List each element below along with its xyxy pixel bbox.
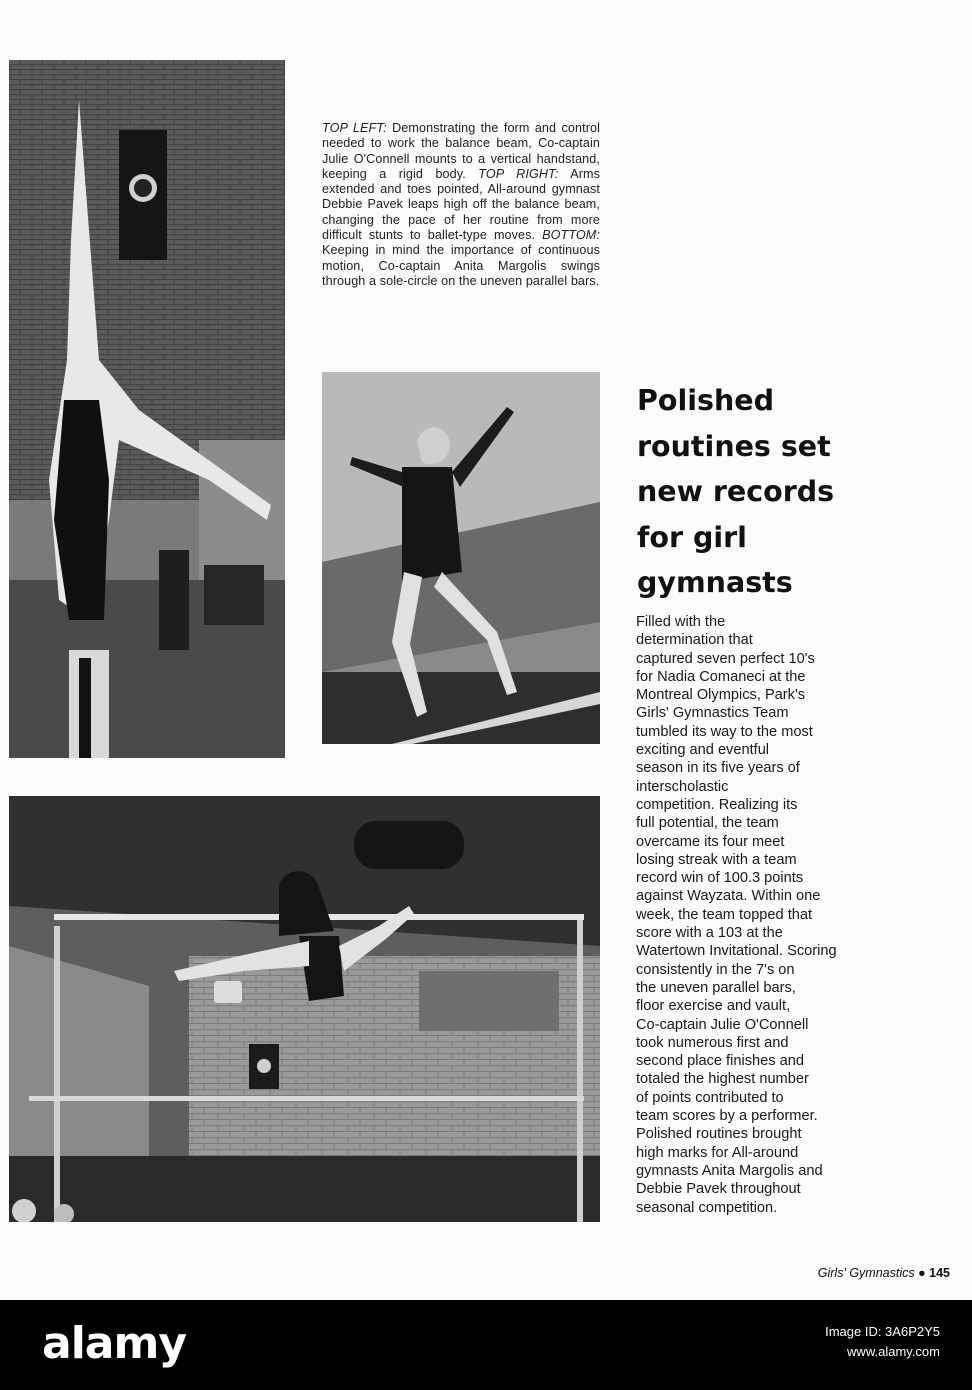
body-line: high marks for All-around	[636, 1144, 799, 1161]
body-line: competition. Realizing its	[636, 796, 798, 813]
body-line: the uneven parallel bars,	[636, 979, 796, 996]
headline-line: routines set	[637, 429, 831, 463]
photo-caption	[322, 121, 600, 289]
body-line: Debbie Pavek throughout	[636, 1181, 801, 1198]
headline-line: for girl	[637, 520, 747, 554]
body-line: team scores by a performer.	[636, 1108, 818, 1125]
watermark-id	[825, 1322, 940, 1362]
body-line: full potential, the team	[636, 815, 779, 832]
body-line: of points contributed to	[636, 1089, 784, 1106]
body-line: totaled the highest number	[636, 1071, 809, 1088]
body-line: season in its five years of	[636, 760, 800, 777]
article-body	[636, 613, 916, 1217]
body-line: Girls' Gymnastics Team	[636, 705, 789, 722]
body-line: took numerous first and	[636, 1034, 789, 1051]
caption-bottom-text: Keeping in mind the importance of continuous motion, Co-captain Anita Margolis swings through a sole-circle on the uneven parallel bars.	[322, 243, 600, 288]
folio-section-title: Girls' Gymnastics	[817, 1266, 915, 1280]
body-line: exciting and eventful	[636, 742, 770, 759]
caption-top-left-text: Demonstrating the form and control needed to work the balance beam, Co-captain Julie O'Connell mounts to a vertical handstand, keeping a rigid body.	[322, 121, 600, 181]
body-line: Filled with the	[636, 614, 726, 630]
uneven-bars-photo-graphic	[9, 796, 600, 1222]
body-line: gymnasts Anita Margolis and	[636, 1162, 823, 1179]
leap-photo-graphic	[322, 372, 600, 744]
handstand-photo-graphic	[9, 60, 285, 758]
body-line: Co-captain Julie O'Connell	[636, 1016, 809, 1033]
body-line: Polished routines brought	[636, 1126, 802, 1143]
body-line: second place finishes and	[636, 1053, 804, 1070]
headline-line: gymnasts	[637, 566, 793, 599]
body-line: floor exercise and vault,	[636, 998, 791, 1015]
photo-bottom-uneven-bars	[9, 796, 600, 1222]
body-line: for Nadia Comaneci at the	[636, 668, 806, 685]
body-line: losing streak with a team	[636, 851, 797, 868]
body-line: Watertown Invitational. Scoring	[636, 943, 837, 960]
photo-top-right-leap	[322, 372, 600, 744]
page-folio	[818, 1266, 950, 1280]
body-line: score with a 103 at the	[636, 925, 783, 942]
body-line: captured seven perfect 10's	[636, 650, 815, 667]
body-line: determination that	[636, 632, 753, 649]
caption-top-left-label: TOP LEFT:	[322, 121, 387, 135]
body-line: tumbled its way to the most	[636, 723, 813, 740]
headline-line: new records	[637, 475, 835, 508]
body-line: Montreal Olympics, Park's	[636, 687, 806, 704]
body-line: overcame its four meet	[636, 833, 785, 850]
body-line: consistently in the 7's on	[636, 961, 795, 978]
caption-top-right-label: TOP RIGHT:	[478, 166, 559, 181]
photo-top-left-handstand	[9, 60, 285, 758]
body-line: week, the team topped that	[636, 906, 813, 923]
body-line: seasonal competition.	[636, 1199, 778, 1216]
headline-line: Polished	[637, 384, 774, 417]
watermark-logo: alamy	[42, 1318, 186, 1369]
body-line: interscholastic	[636, 778, 729, 795]
watermark-image-id: Image ID: 3A6P2Y5	[825, 1324, 940, 1339]
caption-bottom-label: BOTTOM:	[542, 228, 600, 243]
caption-top-right-text: Arms extended and toes pointed, All-around gymnast Debbie Pavek leaps high off the balance beam, changing the pace of her routine from more difficult stunts to ballet-type moves.	[322, 166, 600, 243]
body-line: record win of 100.3 points	[636, 870, 804, 887]
folio-page-number: 145	[929, 1266, 950, 1280]
folio-bullet-icon: ●	[918, 1266, 926, 1280]
body-line: against Wayzata. Within one	[636, 888, 821, 905]
watermark-site: www.alamy.com	[847, 1344, 940, 1359]
article-headline	[637, 378, 937, 606]
